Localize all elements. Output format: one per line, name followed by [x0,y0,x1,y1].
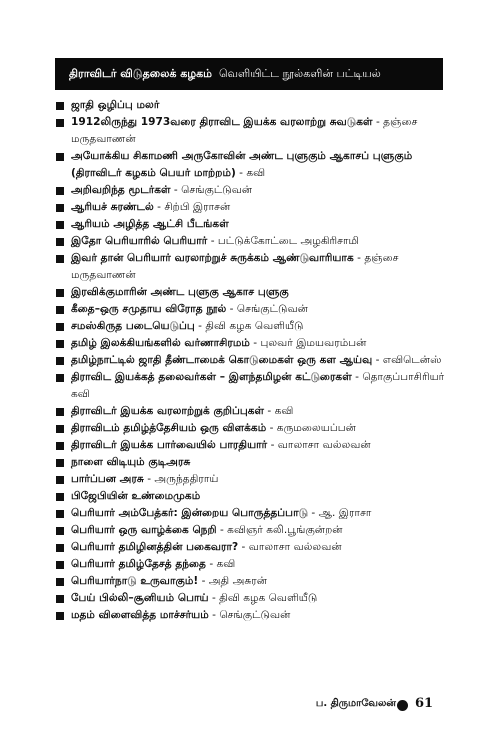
book-author: வாலாசா வல்லவன் [248,541,342,553]
square-bullet-icon [56,544,64,552]
square-bullet-icon [56,442,64,450]
item-text [71,556,235,573]
square-bullet-icon [56,119,64,127]
square-bullet-icon [56,102,64,110]
item-text [71,369,448,403]
list-item [56,284,448,301]
list-item [56,216,448,233]
item-text [71,573,267,590]
book-author: தஞ்சை மருதவாணன் [71,252,399,281]
book-title: பெரியார் தமிழ்தேசத் தந்தை [71,558,206,570]
list-item [56,369,448,403]
square-bullet-icon [56,255,64,263]
list-item [56,318,448,335]
square-bullet-icon [56,493,64,501]
list-item [56,420,448,437]
book-author: தொகுப்பாசிரியர் கவி [71,371,445,400]
item-text [71,522,343,539]
title-author-separator: - [238,541,249,553]
book-list [56,97,448,624]
list-item [56,301,448,318]
list-item [56,250,448,284]
book-title: அயோக்கிய சிகாமணி அருகோவின் அண்ட புளுகும் ஆகாசப் புளுகும் (திராவிடர் கழகம் பெயர் மாற்றம்) [71,150,413,179]
title-author-separator: - [353,252,365,264]
list-item [56,505,448,522]
title-author-separator: - [198,575,209,587]
square-bullet-icon [56,323,64,331]
book-title: ஆரியம் அழித்த ஆட்சி பீடங்கள் [71,218,229,230]
item-text [71,97,159,114]
book-title: பெரியார் ஒரு வாழ்க்கை நெறி [71,524,217,536]
list-item [56,199,448,216]
book-author: கவிஞர் கலி.பூங்குன்றன் [227,524,343,536]
item-text [71,607,290,624]
banner-org: திராவிடர் விடுதலைக் கழகம் [69,66,212,80]
list-item [56,539,448,556]
book-author: கவி [274,405,294,417]
item-text [71,148,448,182]
bullet-dot-icon [397,700,408,711]
square-bullet-icon [56,476,64,484]
book-author: பட்டுக்கோட்டை அழகிரிசாமி [217,235,359,247]
item-text [71,505,371,522]
square-bullet-icon [56,595,64,603]
title-author-separator: - [216,524,228,536]
book-title: பிஜேபியின் உண்மைமுகம் [71,490,201,502]
item-text [71,216,229,233]
list-item [56,233,448,250]
list-item [56,437,448,454]
square-bullet-icon [56,204,64,212]
title-author-separator: - [249,337,261,349]
square-bullet-icon [56,408,64,416]
book-title: பேய் பில்லி–சூனியம் பொய் [71,592,209,604]
author-name: ப. திருமாவேலன் [315,698,396,709]
item-text [71,471,218,488]
book-author: செங்குட்டுவன் [236,303,308,315]
item-text [71,437,371,454]
square-bullet-icon [56,306,64,314]
item-text [71,233,359,250]
item-text [71,199,230,216]
book-title: இதோ பெரியாரில் பெரியார் [71,235,208,247]
book-author: கவி [216,558,236,570]
item-text [71,182,252,199]
title-author-separator: - [194,320,206,332]
book-title: பெரியார்நாடு உருவாகும்! [71,575,199,587]
list-item [56,335,448,352]
square-bullet-icon [56,374,64,382]
book-author: கருமலையப்பன் [276,422,356,434]
book-title: பார்ப்பன அரசு [71,473,144,485]
book-title: 1912லிருந்து 1973வரை திராவிட இயக்க வரலாற்று சுவடுகள் [71,116,373,128]
book-title: திராவிடம் தமிழ்த்தேசியம் ஒரு விளக்கம் [71,422,267,434]
book-title: தமிழ்நாட்டில் ஜாதி தீண்டாமைக் கொடுமைகள் ஒரு கள ஆய்வு [71,354,373,366]
title-author-separator: - [351,371,363,383]
book-author: புலவர் இமயவரம்பன் [260,337,367,349]
title-author-separator: - [372,354,383,366]
title-author-separator: - [143,473,155,485]
title-author-separator: - [372,116,384,128]
title-author-separator: - [153,201,165,213]
page-number: 61 [415,696,434,711]
title-author-separator: - [208,609,220,621]
title-author-separator: - [226,303,237,315]
item-text [71,250,448,284]
title-author-separator: - [264,405,275,417]
square-bullet-icon [56,187,64,195]
book-author: கவி [246,167,266,179]
title-author-separator: - [308,507,319,519]
list-item [56,471,448,488]
header-banner [55,58,443,90]
item-text [71,335,366,352]
book-title: பெரியார் அம்பேத்கர்: இன்றைய பொருத்தப்பாடு [71,507,309,519]
book-title: இவர் தான் பெரியார் வரலாற்றுச் சுருக்கம் ஆண்டுவாரியாக [71,252,354,264]
banner-subtitle: வெளியிட்ட நூல்களின் பட்டியல் [218,66,381,80]
item-text [71,420,356,437]
list-item [56,454,448,471]
square-bullet-icon [56,340,64,348]
book-title: ஜாதி ஒழிப்பு மலர் [71,99,160,111]
list-item [56,573,448,590]
book-author: திவி கழக வெளியீடு [219,592,318,604]
book-title: சமஸ்கிருத படையெடுப்பு [71,320,195,332]
book-title: அறிவறிந்த மூடர்கள் [71,184,171,196]
book-author: செங்குட்டுவன் [219,609,291,621]
item-text [71,284,289,301]
square-bullet-icon [56,289,64,297]
book-author: சிற்பி இராசன் [164,201,231,213]
book-author: அதி அசுரன் [208,575,268,587]
title-author-separator: - [207,235,218,247]
book-author: அருந்ததிராய் [154,473,219,485]
item-text [71,318,304,335]
title-author-separator: - [170,184,182,196]
square-bullet-icon [56,221,64,229]
item-text [71,403,293,420]
book-author: தஞ்சை மருதவாணன் [71,116,418,145]
book-title: திராவிடர் இயக்க பார்வையில் பாரதியார் [71,439,268,451]
item-text [71,590,317,607]
book-title: தமிழ் இலக்கியங்களில் வர்ணாசிரமம் [71,337,250,349]
book-author: செங்குட்டுவன் [181,184,253,196]
list-item [56,488,448,505]
square-bullet-icon [56,357,64,365]
item-text [71,454,190,471]
square-bullet-icon [56,425,64,433]
list-item [56,97,448,114]
square-bullet-icon [56,612,64,620]
list-item [56,590,448,607]
book-title: கீதை–ஒரு சமுதாய விரோத நூல் [71,303,227,315]
title-author-separator: - [267,439,278,451]
square-bullet-icon [56,510,64,518]
book-title: பெரியார் தமிழினத்தின் பகைவரா? [71,541,239,553]
book-author: எவிடென்ஸ் [382,354,442,366]
book-title: இரவிக்குமாரின் அண்ட புளுகு ஆகாச புளுகு [71,286,289,298]
square-bullet-icon [56,459,64,467]
title-author-separator: - [235,167,247,179]
item-text [71,539,342,556]
book-author: ஆ. இராசா [318,507,372,519]
item-text [71,114,448,148]
page-footer [0,696,478,716]
book-title: நாளை விடியும் குடிஅரசு [71,456,191,468]
book-title: ஆரியச் சுரண்டல் [71,201,154,213]
list-item [56,114,448,148]
book-title: திராவிடர் இயக்க வரலாற்றுக் குறிப்புகள் [71,405,265,417]
title-author-separator: - [208,592,220,604]
banner-gap [212,68,219,81]
item-text [71,301,308,318]
list-item [56,556,448,573]
book-title: திராவிட இயக்கத் தலைவர்கள் – இளந்தமிழன் கட்டுரைகள் [71,371,352,383]
square-bullet-icon [56,527,64,535]
square-bullet-icon [56,153,64,161]
book-title: மதம் விளைவித்த மாச்சர்யம் [71,609,209,621]
item-text [71,488,200,505]
list-item [56,352,448,369]
book-author: வாலாசா வல்லவன் [277,439,371,451]
item-text [71,352,441,369]
title-author-separator: - [205,558,217,570]
list-item [56,607,448,624]
square-bullet-icon [56,561,64,569]
list-item [56,182,448,199]
book-author: திவி கழக வெளியீடு [205,320,304,332]
list-item [56,522,448,539]
list-item [56,403,448,420]
square-bullet-icon [56,238,64,246]
title-author-separator: - [266,422,277,434]
list-item [56,148,448,182]
square-bullet-icon [56,578,64,586]
